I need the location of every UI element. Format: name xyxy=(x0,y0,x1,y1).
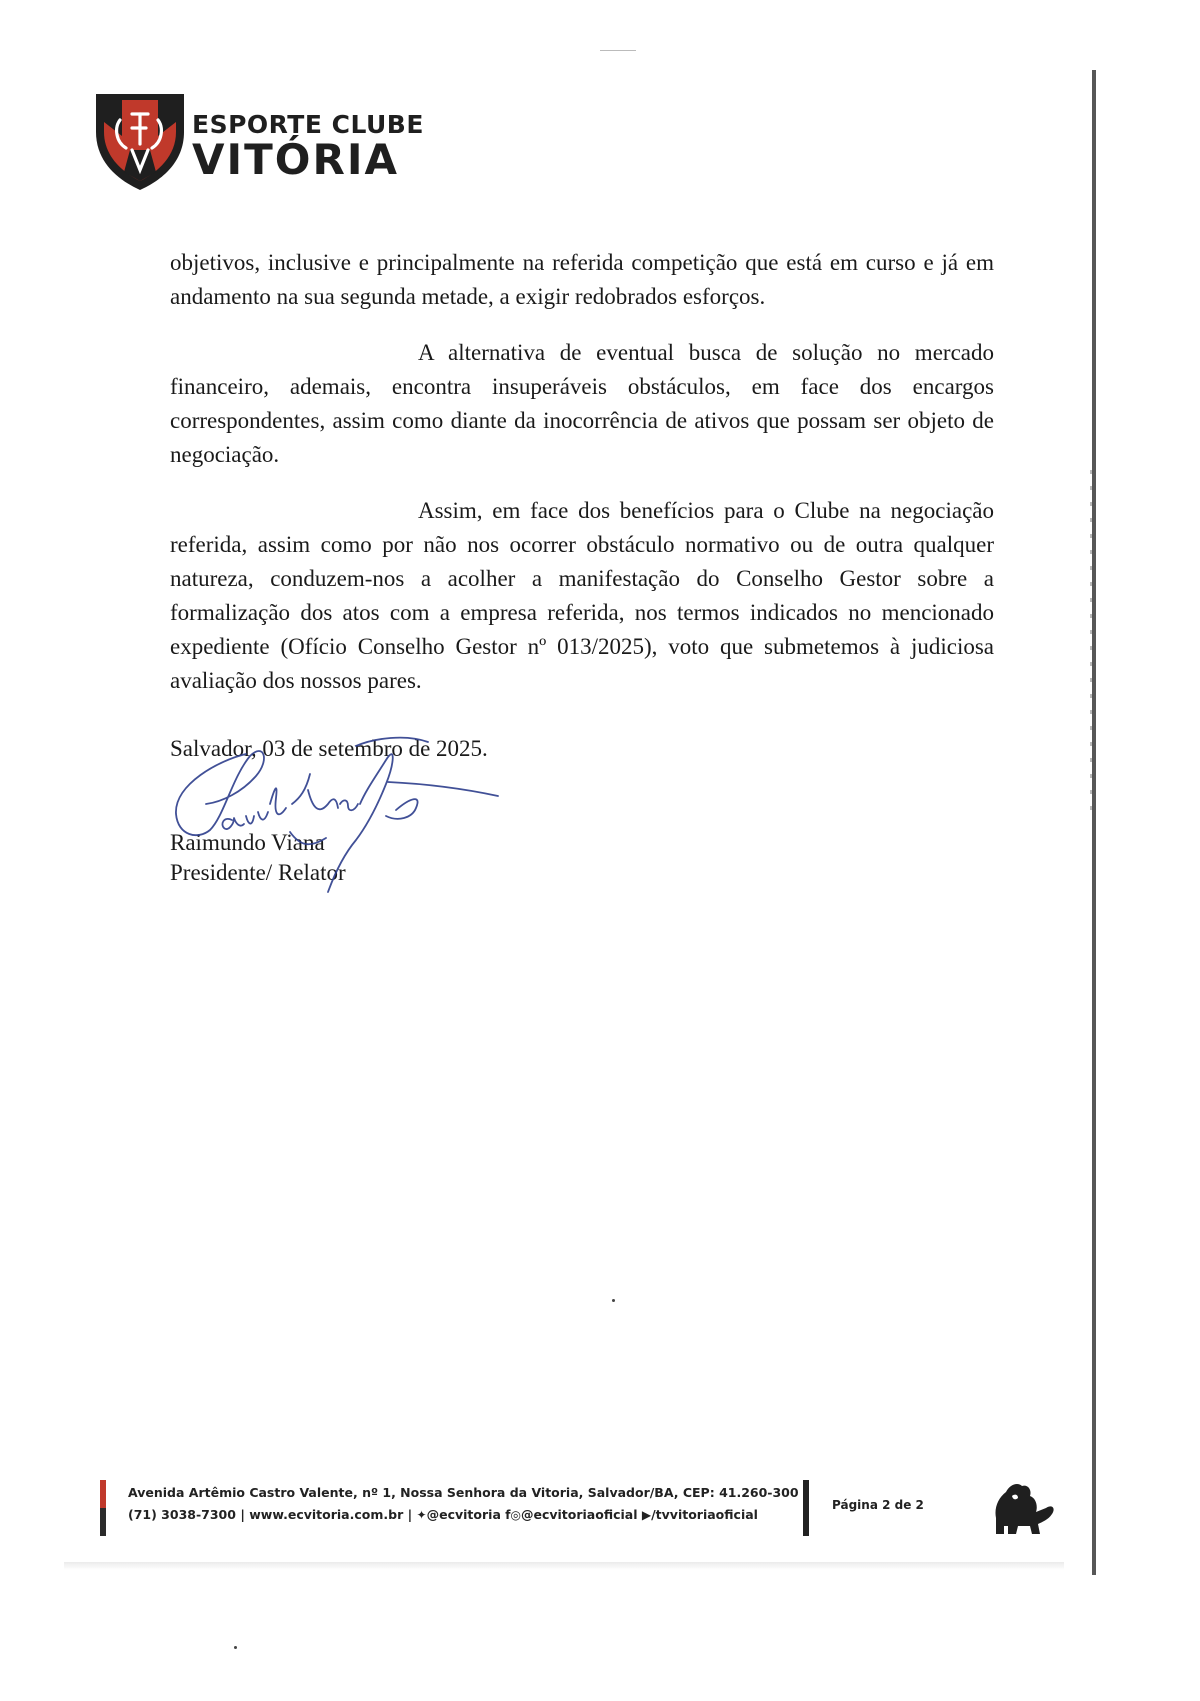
facebook-icon: f xyxy=(505,1508,511,1522)
brand-bottom-text: VITÓRIA xyxy=(192,135,399,184)
closing-block xyxy=(170,734,488,885)
footer-divider-bar xyxy=(803,1480,809,1536)
club-name xyxy=(192,110,424,184)
letter-footer xyxy=(100,1478,1060,1542)
footer-instagram[interactable]: @ecvitoriaoficial xyxy=(520,1507,638,1522)
paragraph-2: A alternativa de eventual busca de solução no mercado financeiro, ademais, encontra insuperáveis obstáculos, em face dos encargos correspondentes, assim como diante da inocorrência de ativos que possam ser objeto de negociação. xyxy=(170,340,994,467)
footer-accent-bar xyxy=(100,1480,106,1536)
signer-role: Presidente/ Relator xyxy=(170,860,346,885)
letterhead xyxy=(92,88,432,196)
signer-name: Raimundo Viana xyxy=(170,830,325,855)
footer-separator: | xyxy=(407,1507,413,1522)
footer-contacts-line xyxy=(128,1504,799,1526)
youtube-icon: ▶ xyxy=(641,1508,652,1522)
page-number: Página 2 de 2 xyxy=(832,1498,924,1512)
lion-mascot-icon xyxy=(988,1478,1058,1536)
document-body xyxy=(170,246,994,720)
footer-address: Avenida Artêmio Castro Valente, nº 1, Nossa Senhora da Vitoria, Salvador/BA, CEP: 41.260-300 xyxy=(128,1485,799,1500)
footer-website[interactable]: www.ecvitoria.com.br xyxy=(249,1507,404,1522)
footer-separator: | xyxy=(240,1507,245,1522)
place-date: Salvador, 03 de setembro de 2025. xyxy=(170,736,488,761)
instagram-icon: ◎ xyxy=(510,1508,521,1522)
footer-youtube[interactable]: /tvvitoriaoficial xyxy=(651,1507,758,1522)
brand-top-text: ESPORTE CLUBE xyxy=(192,110,424,139)
scan-speck xyxy=(612,1299,615,1302)
twitter-icon: ✦ xyxy=(416,1508,427,1522)
footer-twitter[interactable]: @ecvitoria xyxy=(426,1507,501,1522)
scan-shadow xyxy=(64,1562,1064,1570)
footer-contact xyxy=(128,1482,799,1526)
club-crest-icon xyxy=(92,88,188,192)
paragraph-3: Assim, em face dos benefícios para o Clube na negociação referida, assim como por não nos ocorrer obstáculo normativo ou de outra qualquer natureza, conduzem-nos a acolher a manifestação do Conselho Gestor sobre a formalização dos atos com a empresa referida, nos termos indicados no mencionado expediente (Ofício Conselho Gestor nº 013/2025), voto que submetemos à judiciosa avaliação dos nossos pares. xyxy=(170,498,994,693)
scan-artifact-dots xyxy=(1090,470,1092,820)
scan-speck xyxy=(234,1646,237,1649)
paragraph-1: objetivos, inclusive e principalmente na referida competição que está em curso e já em andamento na sua segunda metade, a exigir redobrados esforços. xyxy=(170,250,994,309)
scan-artifact-top xyxy=(600,50,636,51)
scan-edge-right xyxy=(1092,70,1096,1575)
footer-phone: (71) 3038-7300 xyxy=(128,1507,236,1522)
